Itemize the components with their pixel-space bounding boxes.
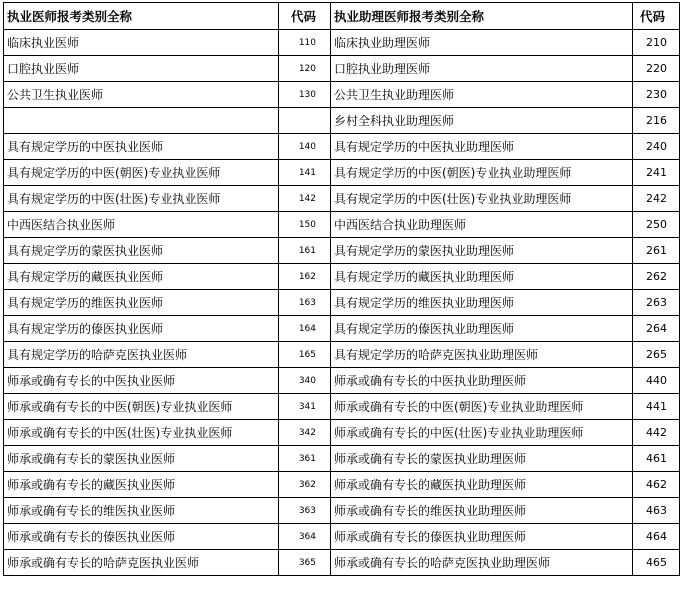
assistant-category-cell: 中西医结合执业助理医师 bbox=[331, 212, 633, 238]
physician-category-cell: 师承或确有专长的傣医执业医师 bbox=[4, 524, 279, 550]
assistant-category-cell: 师承或确有专长的维医执业助理医师 bbox=[331, 498, 633, 524]
table-row bbox=[4, 498, 680, 524]
physician-category-cell: 具有规定学历的藏医执业医师 bbox=[4, 264, 279, 290]
physician-category-cell: 具有规定学历的傣医执业医师 bbox=[4, 316, 279, 342]
table-row bbox=[4, 524, 680, 550]
physician-code-cell: 362 bbox=[279, 472, 331, 498]
physician-code-cell: 162 bbox=[279, 264, 331, 290]
assistant-code-cell: 240 bbox=[633, 134, 680, 160]
table-row bbox=[4, 550, 680, 576]
assistant-category-cell: 具有规定学历的藏医执业助理医师 bbox=[331, 264, 633, 290]
table-row bbox=[4, 316, 680, 342]
assistant-category-cell: 口腔执业助理医师 bbox=[331, 56, 633, 82]
physician-code-cell: 140 bbox=[279, 134, 331, 160]
assistant-code-cell: 440 bbox=[633, 368, 680, 394]
header-assistant-category: 执业助理医师报考类别全称 bbox=[331, 3, 633, 30]
table-row bbox=[4, 290, 680, 316]
physician-category-cell: 具有规定学历的中医(朝医)专业执业医师 bbox=[4, 160, 279, 186]
table-row bbox=[4, 56, 680, 82]
physician-code-cell: 341 bbox=[279, 394, 331, 420]
physician-code-cell: 141 bbox=[279, 160, 331, 186]
table-row bbox=[4, 342, 680, 368]
physician-category-cell: 师承或确有专长的中医(朝医)专业执业医师 bbox=[4, 394, 279, 420]
physician-code-cell: 164 bbox=[279, 316, 331, 342]
assistant-category-cell: 具有规定学历的中医执业助理医师 bbox=[331, 134, 633, 160]
table-row bbox=[4, 472, 680, 498]
table-row bbox=[4, 264, 680, 290]
physician-code-cell: 142 bbox=[279, 186, 331, 212]
assistant-code-cell: 264 bbox=[633, 316, 680, 342]
assistant-code-cell: 216 bbox=[633, 108, 680, 134]
physician-category-cell: 师承或确有专长的藏医执业医师 bbox=[4, 472, 279, 498]
assistant-code-cell: 241 bbox=[633, 160, 680, 186]
assistant-category-cell: 师承或确有专长的傣医执业助理医师 bbox=[331, 524, 633, 550]
assistant-category-cell: 师承或确有专长的藏医执业助理医师 bbox=[331, 472, 633, 498]
assistant-category-cell: 临床执业助理医师 bbox=[331, 30, 633, 56]
exam-category-code-table bbox=[3, 2, 680, 576]
assistant-code-cell: 250 bbox=[633, 212, 680, 238]
assistant-code-cell: 441 bbox=[633, 394, 680, 420]
assistant-code-cell: 464 bbox=[633, 524, 680, 550]
physician-code-cell: 340 bbox=[279, 368, 331, 394]
table-row bbox=[4, 368, 680, 394]
physician-code-cell: 161 bbox=[279, 238, 331, 264]
assistant-category-cell: 师承或确有专长的中医执业助理医师 bbox=[331, 368, 633, 394]
assistant-code-cell: 262 bbox=[633, 264, 680, 290]
physician-category-cell: 师承或确有专长的中医(壮医)专业执业医师 bbox=[4, 420, 279, 446]
assistant-code-cell: 465 bbox=[633, 550, 680, 576]
assistant-code-cell: 265 bbox=[633, 342, 680, 368]
assistant-category-cell: 具有规定学历的中医(壮医)专业执业助理医师 bbox=[331, 186, 633, 212]
physician-category-cell: 师承或确有专长的哈萨克医执业医师 bbox=[4, 550, 279, 576]
assistant-category-cell: 具有规定学历的中医(朝医)专业执业助理医师 bbox=[331, 160, 633, 186]
physician-category-cell: 师承或确有专长的蒙医执业医师 bbox=[4, 446, 279, 472]
assistant-code-cell: 242 bbox=[633, 186, 680, 212]
table-row bbox=[4, 420, 680, 446]
table-row bbox=[4, 446, 680, 472]
table-row bbox=[4, 134, 680, 160]
physician-category-cell: 口腔执业医师 bbox=[4, 56, 279, 82]
assistant-category-cell: 师承或确有专长的哈萨克医执业助理医师 bbox=[331, 550, 633, 576]
physician-code-cell: 342 bbox=[279, 420, 331, 446]
physician-code-cell: 364 bbox=[279, 524, 331, 550]
assistant-category-cell: 具有规定学历的傣医执业助理医师 bbox=[331, 316, 633, 342]
physician-category-cell: 师承或确有专长的维医执业医师 bbox=[4, 498, 279, 524]
assistant-code-cell: 263 bbox=[633, 290, 680, 316]
table-row bbox=[4, 238, 680, 264]
table-row bbox=[4, 212, 680, 238]
physician-category-cell: 公共卫生执业医师 bbox=[4, 82, 279, 108]
assistant-code-cell: 462 bbox=[633, 472, 680, 498]
header-row bbox=[4, 3, 680, 30]
assistant-category-cell: 师承或确有专长的中医(朝医)专业执业助理医师 bbox=[331, 394, 633, 420]
table-row bbox=[4, 186, 680, 212]
physician-category-cell: 师承或确有专长的中医执业医师 bbox=[4, 368, 279, 394]
table-row bbox=[4, 160, 680, 186]
header-physician-code: 代码 bbox=[279, 3, 331, 30]
physician-code-cell: 163 bbox=[279, 290, 331, 316]
assistant-category-cell: 具有规定学历的哈萨克医执业助理医师 bbox=[331, 342, 633, 368]
physician-code-cell: 361 bbox=[279, 446, 331, 472]
assistant-category-cell: 乡村全科执业助理医师 bbox=[331, 108, 633, 134]
assistant-code-cell: 220 bbox=[633, 56, 680, 82]
assistant-code-cell: 210 bbox=[633, 30, 680, 56]
table-row bbox=[4, 108, 680, 134]
assistant-code-cell: 261 bbox=[633, 238, 680, 264]
physician-category-cell: 临床执业医师 bbox=[4, 30, 279, 56]
physician-category-cell: 具有规定学历的哈萨克医执业医师 bbox=[4, 342, 279, 368]
physician-category-cell: 具有规定学历的蒙医执业医师 bbox=[4, 238, 279, 264]
assistant-category-cell: 师承或确有专长的蒙医执业助理医师 bbox=[331, 446, 633, 472]
assistant-code-cell: 442 bbox=[633, 420, 680, 446]
assistant-category-cell: 师承或确有专长的中医(壮医)专业执业助理医师 bbox=[331, 420, 633, 446]
table-body bbox=[4, 30, 680, 576]
table-row bbox=[4, 394, 680, 420]
header-assistant-code: 代码 bbox=[633, 3, 680, 30]
assistant-category-cell: 具有规定学历的蒙医执业助理医师 bbox=[331, 238, 633, 264]
physician-code-cell bbox=[279, 108, 331, 134]
physician-code-cell: 365 bbox=[279, 550, 331, 576]
header-physician-category: 执业医师报考类别全称 bbox=[4, 3, 279, 30]
physician-category-cell bbox=[4, 108, 279, 134]
assistant-code-cell: 230 bbox=[633, 82, 680, 108]
physician-code-cell: 110 bbox=[279, 30, 331, 56]
physician-category-cell: 具有规定学历的中医执业医师 bbox=[4, 134, 279, 160]
physician-code-cell: 130 bbox=[279, 82, 331, 108]
assistant-category-cell: 具有规定学历的维医执业助理医师 bbox=[331, 290, 633, 316]
assistant-category-cell: 公共卫生执业助理医师 bbox=[331, 82, 633, 108]
physician-category-cell: 中西医结合执业医师 bbox=[4, 212, 279, 238]
physician-category-cell: 具有规定学历的中医(壮医)专业执业医师 bbox=[4, 186, 279, 212]
physician-code-cell: 363 bbox=[279, 498, 331, 524]
assistant-code-cell: 463 bbox=[633, 498, 680, 524]
table-row bbox=[4, 30, 680, 56]
physician-code-cell: 165 bbox=[279, 342, 331, 368]
table-row bbox=[4, 82, 680, 108]
physician-code-cell: 150 bbox=[279, 212, 331, 238]
assistant-code-cell: 461 bbox=[633, 446, 680, 472]
physician-category-cell: 具有规定学历的维医执业医师 bbox=[4, 290, 279, 316]
physician-code-cell: 120 bbox=[279, 56, 331, 82]
